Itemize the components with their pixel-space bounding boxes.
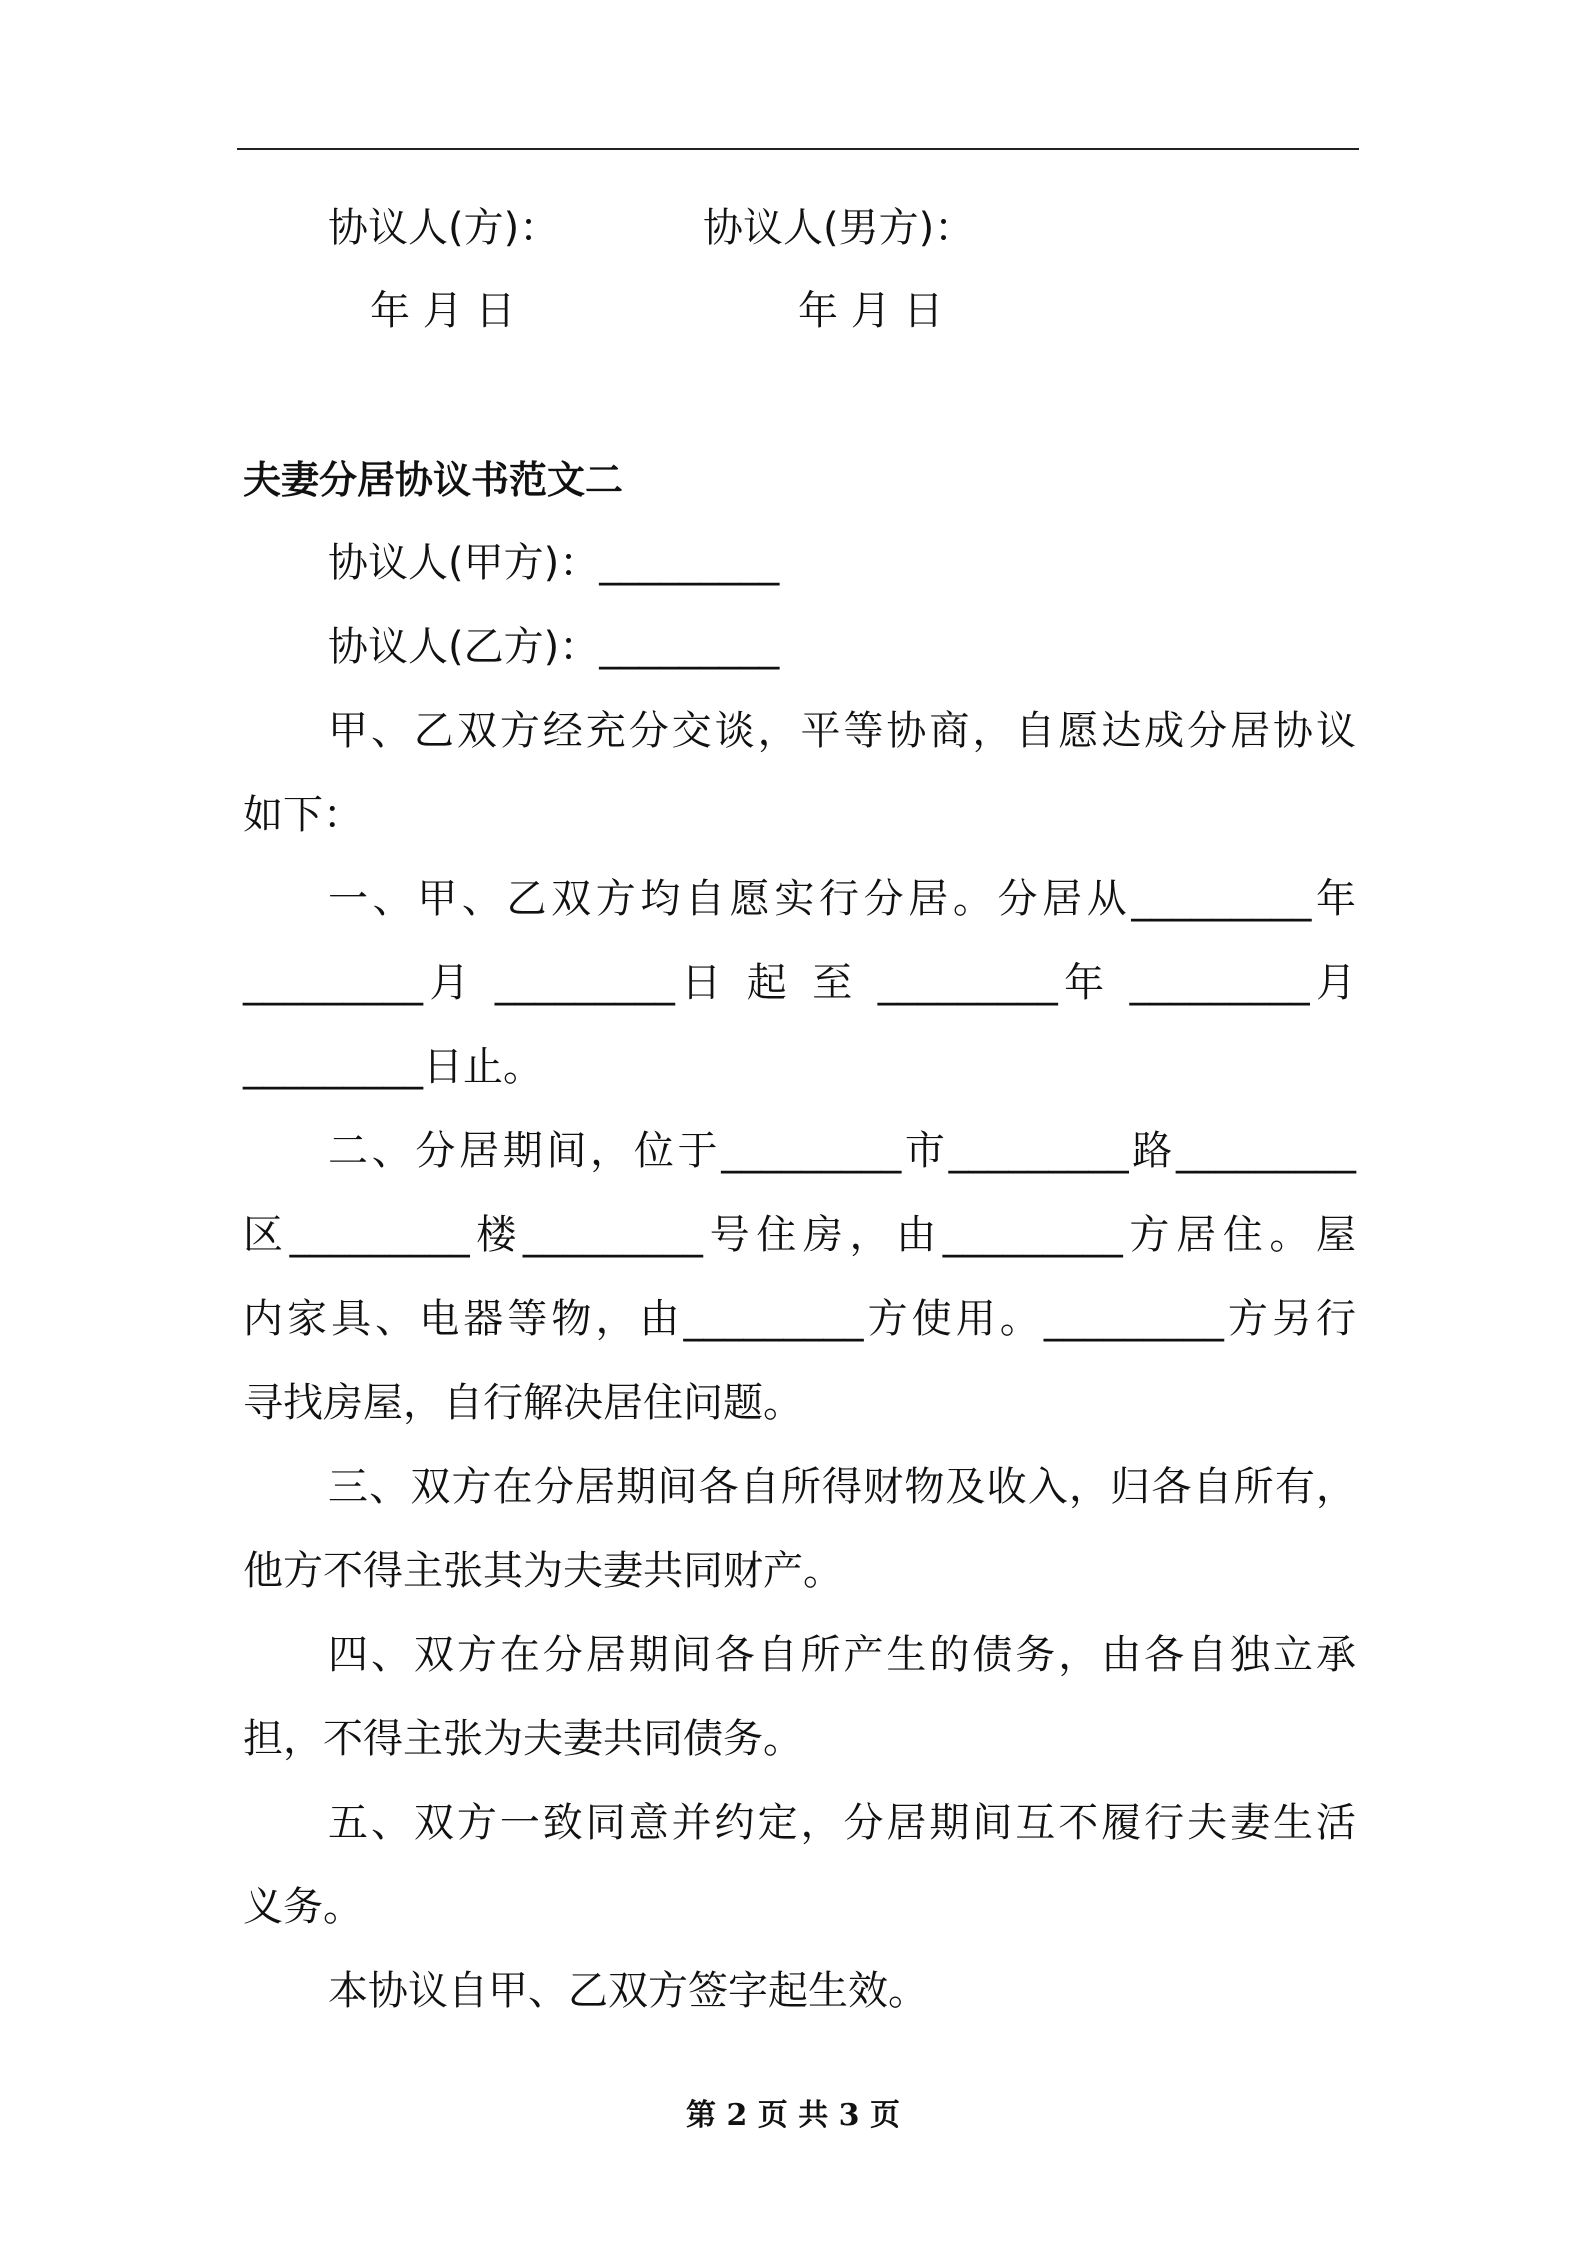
clause-4-line-2: 担，不得主张为夫妻共同债务。 (243, 1716, 803, 1762)
clause-1-line-2: _________月 _________日 起 至 _________年 _________月 (243, 960, 1356, 1006)
female-signatory-label: 协议人(方)： (328, 205, 560, 251)
clause-4-line-1: 四、双方在分居期间各自所产生的债务，由各自独立承 (328, 1632, 1356, 1678)
section-title: 夫妻分居协议书范文二 (243, 458, 624, 502)
male-signatory-label: 协议人(男方)： (703, 205, 975, 251)
clause-2-line-4: 寻找房屋，自行解决居住问题。 (243, 1380, 803, 1426)
intro-line-1: 甲、乙双方经充分交谈，平等协商，自愿达成分居协议 (328, 708, 1356, 754)
intro-line-2: 如下： (243, 792, 363, 838)
clause-3-line-2: 他方不得主张其为夫妻共同财产。 (243, 1548, 843, 1594)
clause-2-line-1: 二、分居期间，位于_________市_________路_________ (328, 1128, 1356, 1174)
page-number-footer: 第 2 页 共 3 页 (686, 2098, 900, 2133)
female-signature-date: 年 月 日 (370, 288, 516, 334)
clause-1-line-1: 一、甲、乙双方均自愿实行分居。分居从_________年 (328, 876, 1356, 922)
party-b-line: 协议人(乙方)：_________ (328, 624, 780, 670)
clause-2-line-3: 内家具、电器等物，由_________方使用。_________方另行 (243, 1296, 1356, 1342)
clause-5-line-2: 义务。 (243, 1884, 363, 1930)
clause-5-line-1: 五、双方一致同意并约定，分居期间互不履行夫妻生活 (328, 1800, 1356, 1846)
clause-1-line-3: _________日止。 (243, 1044, 543, 1090)
clause-3-line-1: 三、双方在分居期间各自所得财物及收入，归各自所有， (328, 1464, 1356, 1510)
closing-statement: 本协议自甲、乙双方签字起生效。 (328, 1968, 928, 2014)
male-signature-date: 年 月 日 (798, 288, 944, 334)
party-a-line: 协议人(甲方)：_________ (328, 540, 780, 586)
clause-2-line-2: 区_________楼_________号住房，由_________方居住。屋 (243, 1212, 1356, 1258)
header-rule (237, 148, 1359, 150)
